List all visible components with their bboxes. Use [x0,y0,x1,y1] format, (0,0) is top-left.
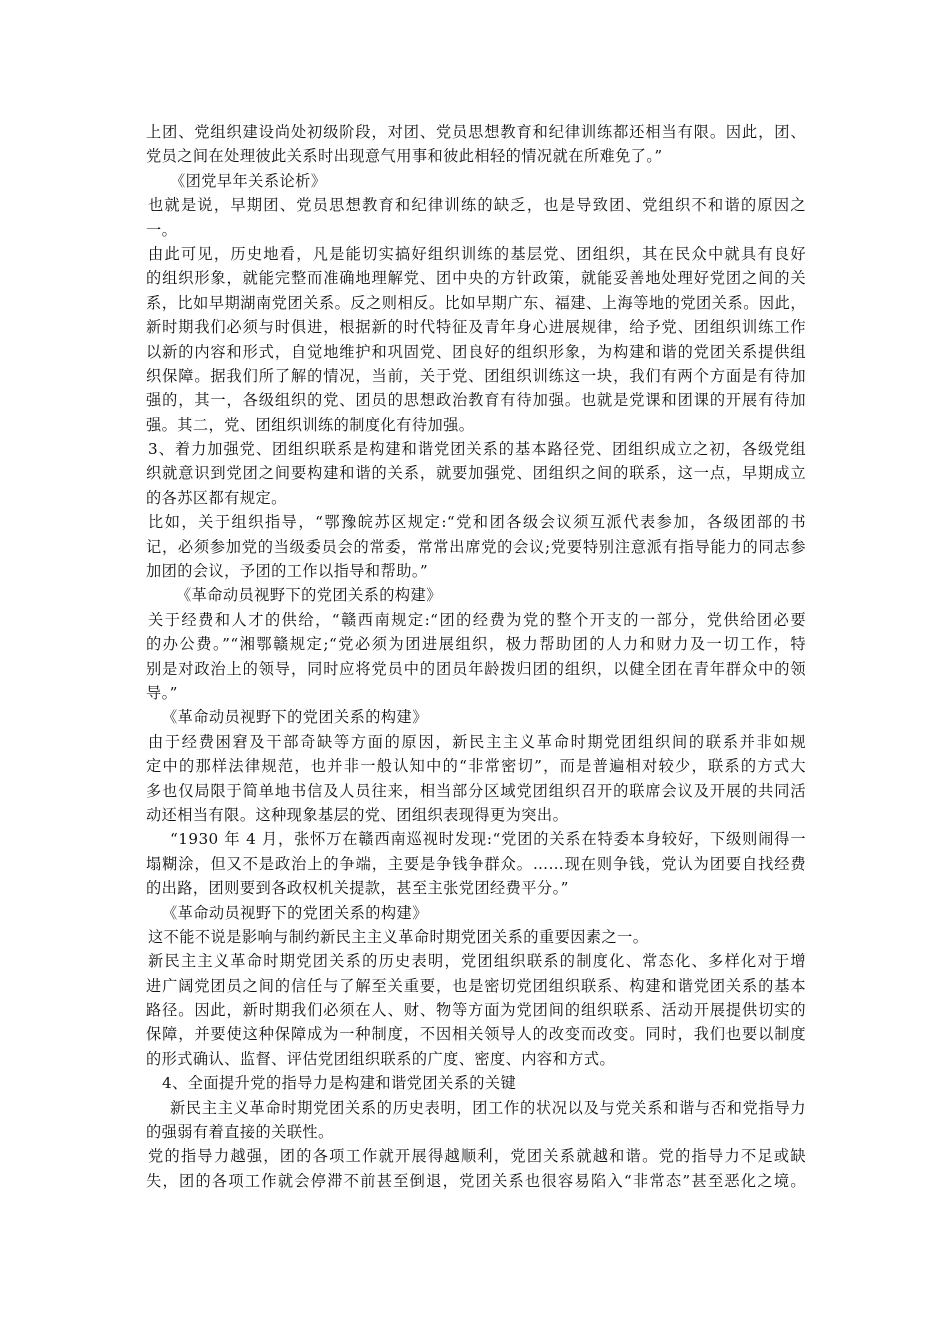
text-line: 新时期我们必须与时俱进，根据新的时代特征及青年身心进展规律，给予党、团组织训练工作 [146,318,806,337]
text-line: 比如，关于组织指导，“鄂豫皖苏区规定:“党和团各级会议须互派代表参加，各级团部的书 [148,513,806,532]
text-line: “1930 年 4 月，张怀万在赣西南巡视时发现:“党团的关系在特委本身较好，下级则闹得一 [170,830,806,849]
text-line: 路径。因此，新时期我们必须在人、财、物等方面为党团间的组织联系、活动开展提供切实的 [146,1001,806,1020]
text-line: 的各苏区都有规定。 [146,488,287,507]
text-line: 3、着力加强党、团组织联系是构建和谐党团关系的基本路径党、团组织成立之初，各级党组 [148,440,806,459]
text-line: 织保障。据我们所了解的情况，当前，关于党、团组织训练这一块，我们有两个方面是有待加 [146,366,806,385]
text-line: 强。其二，党、团组织训练的制度化有待加强。 [146,415,475,434]
text-line: 《革命动员视野下的党团关系的构建》 [162,903,428,922]
text-line: 由此可见，历史地看，凡是能切实搞好组织训练的基层党、团组织，其在民众中就具有良好 [148,244,806,263]
text-line: 也就是说，早期团、党员思想教育和纪律训练的缺乏，也是导致团、党组织不和谐的原因之 [148,196,806,215]
text-line: 定中的那样法律规范，也并非一般认知中的“非常密切”，而是普遍相对较少，联系的方式大 [146,757,806,776]
text-line: 多也仅局限于简单地书信及人员往来，相当部分区域党团组织召开的联席会议及开展的共同活 [146,781,806,800]
text-line: 加团的会议，予团的工作以指导和帮助。” [146,562,429,581]
text-line: 动还相当有限。这种现象基层的党、团组织表现得更为突出。 [146,805,569,824]
text-line: 关于经费和人才的供给，“赣西南规定:“团的经费为党的整个开支的一部分，党供给团必要 [148,610,806,629]
text-line: 进广阔党团员之间的信任与了解至关重要，也是密切党团组织联系、构建和谐党团关系的基本 [146,976,806,995]
text-line: 4、全面提升党的指导力是构建和谐党团关系的关键 [162,1074,517,1093]
text-line: 织就意识到党团之间要构建和谐的关系，就要加强党、团组织之间的联系，这一点，早期成立 [146,464,806,483]
text-line: 新民主主义革命时期党团关系的历史表明，团工作的状况以及与党关系和谐与否和党指导力 [170,1098,806,1117]
text-line: 系，比如早期湖南党团关系。反之则相反。比如早期广东、福建、上海等地的党团关系。因此， [146,293,806,312]
text-line: 《革命动员视野下的党团关系的构建》 [176,586,442,605]
text-line: 上团、党组织建设尚处初级阶段，对团、党员思想教育和纪律训练都还相当有限。因此，团、 [146,123,806,141]
text-line: 强的，其一，各级组织的党、团员的思想政治教育有待加强。也就是党课和团课的开展有待加 [146,391,806,410]
text-line: 保障，并要使这种保障成为一种制度，不因相关领导人的改变而改变。同时，我们也要以制度 [146,1025,806,1044]
text-line: 失，团的各项工作就会停滞不前甚至倒退，党团关系也很容易陷入“非常态”甚至恶化之境。 [146,1171,806,1190]
text-line: 的强弱有着直接的关联性。 [146,1123,334,1142]
text-line: 的组织形象，就能完整而准确地理解党、团中央的方针政策，就能妥善地处理好党团之间的关 [146,269,806,288]
text-line: 的出路，团则要到各政权机关提款，甚至主张党团经费平分。” [146,879,569,898]
text-line: 记，必须参加党的当级委员会的常委，常常出席党的会议;党要特别注意派有指导能力的同志参 [146,537,806,556]
text-line: 党员之间在处理彼此关系时出现意气用事和彼此相轻的情况就在所难免了。” [146,147,663,166]
text-line: 以新的内容和形式，自觉地维护和巩固党、团良好的组织形象，为构建和谐的党团关系提供组 [146,342,806,361]
text-line: 党的指导力越强，团的各项工作就开展得越顺利，党团关系就越和谐。党的指导力不足或缺 [148,1147,806,1166]
text-line: 这不能不说是影响与制约新民主主义革命时期党团关系的重要因素之一。 [148,927,649,946]
text-line: 的办公费。”“湘鄂赣规定;“党必须为团进展组织，极力帮助团的人力和财力及一切工作，特 [146,635,806,654]
text-line: 的形式确认、监督、评估党团组织联系的广度、密度、内容和方式。 [146,1049,616,1068]
text-line: 由于经费困窘及干部奇缺等方面的原因，新民主主义革命时期党团组织间的联系并非如规 [148,732,806,751]
text-line: 《团党早年关系论析》 [170,171,327,190]
text-line: 《革命动员视野下的党团关系的构建》 [162,708,428,727]
text-line: 别是对政治上的领导，同时应将党员中的团员年龄拨归团的组织，以健全团在青年群众中的领 [146,659,806,678]
text-line: 新民主主义革命时期党团关系的历史表明，党团组织联系的制度化、常态化、多样化对于增 [148,952,806,971]
text-line: 塌糊涂，但又不是政治上的争端，主要是争钱争群众。……现在则争钱，党认为团要自找经费 [146,854,806,873]
document-page [146,120,806,1235]
text-line: 一。 [146,220,178,239]
text-line: 导。” [146,683,178,702]
